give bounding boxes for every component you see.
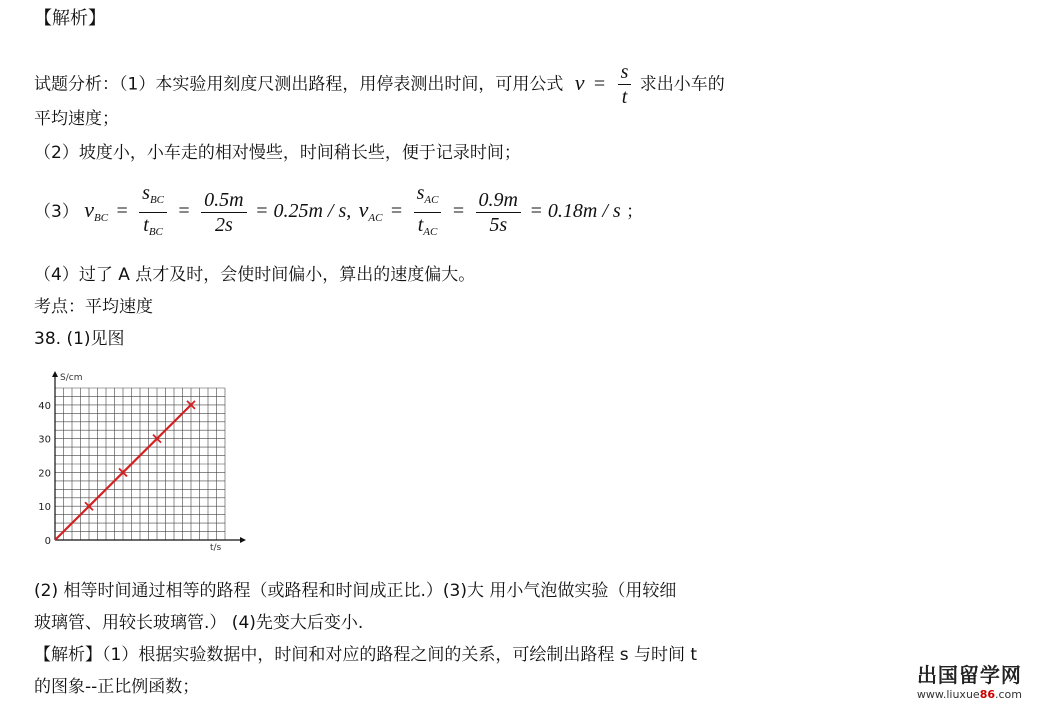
bc-result: = 0.25m / s,: [254, 200, 352, 222]
analysis-line-5: （4）过了 A 点才及时，会使时间偏小，算出的速度偏大。: [34, 265, 476, 285]
formula-numerator: s: [618, 60, 632, 85]
v-bc: [84, 197, 108, 222]
q38-jiexi-line-2: 的图象--正比例函数；: [34, 677, 200, 697]
analysis-line-1-prefix: 试题分析：（1）本实验用刻度尺测出路程，用停表测出时间，可用公式: [34, 74, 564, 95]
ac-time: 5s: [489, 213, 508, 236]
y-tick-label: 40: [38, 400, 51, 412]
v-ac: [359, 197, 383, 222]
y-axis-label: S/cm: [60, 373, 83, 383]
q38-answer-line-2: 玻璃管、用较长玻璃管.） (4)先变大后变小.: [34, 613, 364, 633]
s-ac-subscript: AC: [424, 193, 439, 206]
t-bc-subscript: BC: [148, 225, 163, 238]
x-axis-arrow: [240, 537, 246, 543]
formula-v: v: [574, 69, 585, 95]
analysis-line-3: （2）坡度小，小车走的相对慢些，时间稍长些，便于记录时间；: [34, 143, 521, 163]
q38-answer-line-1: (2) 相等时间通过相等的路程（或路程和时间成正比.）(3)大 用小气泡做实验（用较细: [34, 581, 677, 601]
jiexi-text-1: （1）根据实验数据中，时间和对应的路程之间的关系，可绘制出路程 s 与时间 t: [102, 645, 698, 665]
t-bc-symbol: t: [143, 213, 149, 236]
q38-jiexi-line-1: [34, 644, 697, 666]
jiexi-label: 【解析】: [34, 645, 102, 665]
watermark-url: www.liuxue86.com: [916, 688, 1022, 701]
fraction-bc-values: [201, 188, 246, 237]
chart-ticks: [38, 401, 51, 547]
analysis-line-1: [34, 60, 725, 109]
analysis-line-4-suffix: ；: [626, 202, 644, 222]
chart-axes: [52, 371, 246, 543]
chart-grid: [55, 388, 225, 540]
t-ac-symbol: t: [417, 213, 424, 236]
analysis-line-2: 平均速度；: [34, 109, 119, 129]
s-bc-symbol: s: [142, 181, 150, 204]
v-bc-subscript: BC: [94, 212, 109, 224]
y-axis-arrow: [52, 371, 58, 377]
v-ac-symbol: v: [358, 197, 369, 222]
section-heading: 【解析】: [34, 8, 106, 29]
y-tick-label: 10: [38, 502, 51, 514]
s-ac-symbol: s: [416, 181, 425, 204]
kaodian: 考点：平均速度: [34, 297, 153, 317]
site-watermark: [917, 659, 1022, 701]
bc-distance: 0.5m: [201, 188, 246, 213]
formula-denominator: t: [621, 86, 628, 108]
q38-title: 38. (1)见图: [34, 329, 125, 349]
v-bc-symbol: v: [84, 197, 94, 222]
analysis-line-1-suffix: 求出小车的: [639, 74, 725, 95]
fraction-s-bc-t-bc: [139, 181, 167, 244]
analysis-line-4-prefix: （3）: [34, 202, 79, 222]
ac-distance: 0.9m: [476, 188, 521, 213]
ac-result: = 0.18m / s: [529, 200, 621, 222]
t-ac-subscript: AC: [423, 225, 438, 238]
x-axis-label: t/s: [210, 543, 222, 553]
y-tick-label: 0: [44, 536, 51, 547]
bc-time: 2s: [214, 213, 233, 236]
distance-time-chart: [30, 368, 255, 558]
y-tick-label: 30: [38, 434, 51, 446]
s-bc-subscript: BC: [149, 193, 165, 206]
fraction-s-ac-t-ac: [414, 181, 442, 244]
formula-eq: =: [593, 72, 606, 95]
analysis-line-4: （3） $v_{BC}$ = $\frac{s_{BC}}{t_{BC}}$ = $\frac{0.5m}{2s}$ = 0.25m / s, $v_{AC}$ = $\frac{s_{AC}}{t_{AC}}$ = $\frac{0.9m}{5s}$ = 0.18m / s ；: [34, 180, 643, 240]
fraction-ac-values: [476, 188, 521, 237]
formula-fraction: [618, 60, 632, 109]
v-ac-subscript: AC: [368, 212, 383, 224]
y-tick-label: 20: [38, 468, 51, 480]
watermark-title: 出国留学网: [916, 663, 1022, 687]
